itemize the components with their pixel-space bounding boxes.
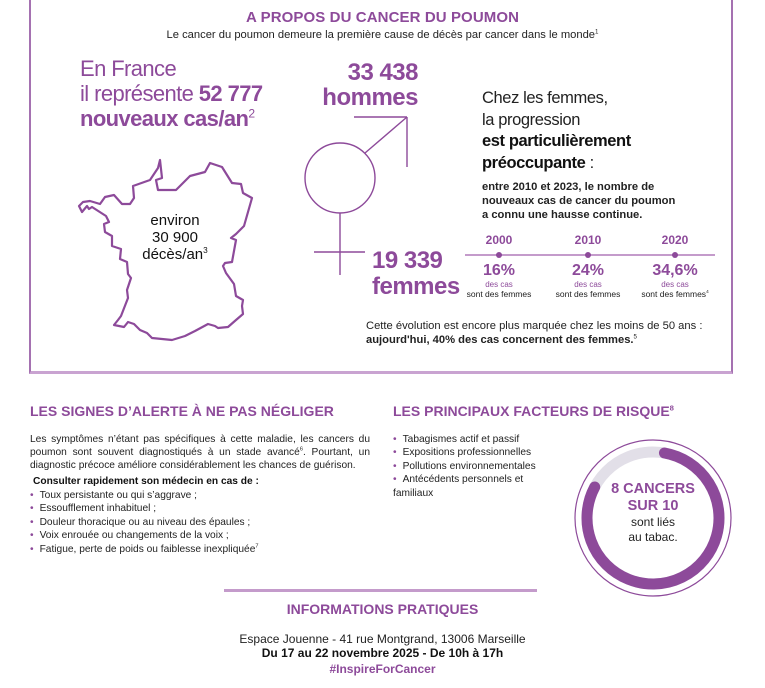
list-item	[393, 446, 536, 459]
list-item	[30, 516, 259, 529]
timeline-percentage: 24%	[571, 262, 605, 279]
subtitle-text: Le cancer du poumon demeure la première cause de décès par cancer dans le monde	[166, 29, 596, 41]
detail-line2: nouveaux cas de cancer du poumon	[482, 195, 676, 207]
timeline-year: 2020	[661, 233, 689, 247]
event-address: Espace Jouenne - 41 rue Montgrand, 13006 Marseille	[239, 632, 526, 646]
women-line2: la progression	[482, 110, 581, 129]
info-divider	[224, 589, 537, 592]
france-line2-prefix: il représente	[80, 81, 199, 106]
signs-paragraph	[30, 433, 370, 472]
list-item	[30, 502, 259, 515]
ring-line4: au tabac.	[628, 530, 678, 544]
female-symbol-icon	[305, 143, 375, 275]
men-stat	[300, 60, 418, 110]
women-line3: est particulièrement	[482, 132, 631, 150]
page-title: A PROPOS DU CANCER DU POUMON	[245, 9, 520, 26]
men-count: 33 438	[347, 59, 418, 86]
footnote-ref: 6	[299, 446, 303, 453]
footnote-ref: 7	[255, 543, 259, 550]
women-line4-suffix: :	[585, 153, 594, 172]
ring-line2: SUR 10	[627, 498, 679, 514]
deaths-stat	[120, 212, 230, 263]
detail-line3: a connu une hausse continue.	[482, 209, 643, 221]
info-heading: INFORMATIONS PRATIQUES	[286, 601, 479, 617]
symptom-text: Voix enrouée ou changements de la voix ;	[39, 530, 229, 542]
timeline-sont-text: sont des femmes	[466, 289, 532, 299]
women-progression-heading	[482, 88, 631, 174]
symptom-text: Toux persistante ou qui s’aggrave ;	[39, 490, 198, 501]
male-symbol-icon	[354, 117, 407, 167]
list-item	[393, 473, 533, 500]
consult-label: Consulter rapidement son médecin en cas de :	[33, 476, 259, 487]
footnote-ref: 3	[203, 246, 208, 255]
symptom-text: Fatigue, perte de poids ou faiblesse inexpliquée	[39, 543, 256, 555]
detail-line1: entre 2010 et 2023, le nombre de	[482, 181, 655, 193]
symptoms-list	[30, 489, 259, 556]
deaths-count: 30 900	[152, 229, 198, 246]
footnote-ref: 5	[633, 333, 637, 341]
list-item	[393, 460, 536, 473]
new-cases-count: 52 777	[198, 81, 263, 106]
timeline-des-cas: des cas	[661, 280, 689, 289]
timeline-sont-des-femmes	[620, 289, 730, 299]
list-item	[30, 529, 259, 542]
deaths-label: décès/an	[142, 246, 204, 263]
risk-text: Pollutions environnementales	[402, 460, 536, 472]
women-count: 19 339	[372, 247, 443, 274]
women-line4	[482, 153, 631, 175]
under50-line2	[366, 333, 702, 347]
timeline-dot	[585, 252, 591, 258]
signs-heading: LES SIGNES D’ALERTE À NE PAS NÉGLIGER	[30, 403, 334, 419]
under50-note	[366, 319, 702, 347]
footnote-ref: 1	[595, 28, 599, 36]
symptom-text: Douleur thoracique ou au niveau des épaules ;	[39, 516, 251, 528]
footnote-ref: 8	[669, 403, 674, 413]
women-line4-bold: préoccupante	[482, 153, 586, 172]
timeline-dot	[496, 252, 502, 258]
footnote-ref: 2	[248, 106, 255, 121]
event-hashtag[interactable]: #InspireForCancer	[329, 662, 436, 676]
signs-para-part1: Les symptômes n’étant pas spécifiques à cette maladie, les cancers du poumon sont souvent diagnostiqués à un stade avancé	[30, 434, 370, 458]
risk-text: Tabagismes actif et passif	[402, 434, 520, 445]
timeline-year: 2000	[485, 233, 513, 247]
deaths-line3	[120, 246, 230, 263]
timeline-percentage: 34,6%	[652, 262, 698, 279]
risk-text: Antécédents personnels et familiaux	[393, 474, 524, 499]
risk-text: Expositions professionnelles	[402, 447, 532, 459]
timeline-year: 2010	[574, 233, 602, 247]
risk-factors-list	[393, 433, 536, 500]
signs-para-part2: . Pourtant, un diagnostic précoce améliore considérablement les chances de guérison.	[30, 447, 370, 471]
women-line1: Chez les femmes,	[482, 89, 608, 107]
under50-line1: Cette évolution est encore plus marquée chez les moins de 50 ans :	[366, 320, 703, 332]
women-label: femmes	[372, 273, 460, 300]
list-item	[30, 489, 259, 502]
deaths-line1: environ	[150, 212, 200, 229]
footnote-ref: 4	[706, 289, 709, 295]
event-dates: Du 17 au 22 novembre 2025 - De 10h à 17h	[261, 646, 504, 660]
list-item	[393, 433, 536, 446]
france-line1: En France	[80, 56, 177, 81]
timeline-dot	[672, 252, 678, 258]
ring-line3: sont liés	[630, 515, 676, 529]
ring-line1: 8 CANCERS	[611, 481, 695, 497]
risk-heading	[393, 403, 674, 419]
timeline-des-cas: des cas	[485, 280, 513, 289]
symptom-text: Essoufflement inhabituel ;	[39, 503, 157, 515]
new-cases-label: nouveaux cas/an	[80, 106, 249, 131]
timeline-des-cas: des cas	[574, 280, 602, 289]
timeline-percentage: 16%	[482, 262, 516, 279]
timeline-sont-text: sont des femmes	[641, 289, 707, 299]
timeline-sont-text: sont des femmes	[555, 289, 621, 299]
men-label: hommes	[322, 84, 418, 111]
women-progression-detail	[482, 180, 675, 222]
tobacco-ring-label	[593, 481, 713, 545]
list-item	[30, 543, 259, 556]
under50-line2-bold: aujourd'hui, 40% des cas concernent des femmes.	[366, 334, 634, 346]
risk-heading-text: LES PRINCIPAUX FACTEURS DE RISQUE	[393, 403, 670, 419]
